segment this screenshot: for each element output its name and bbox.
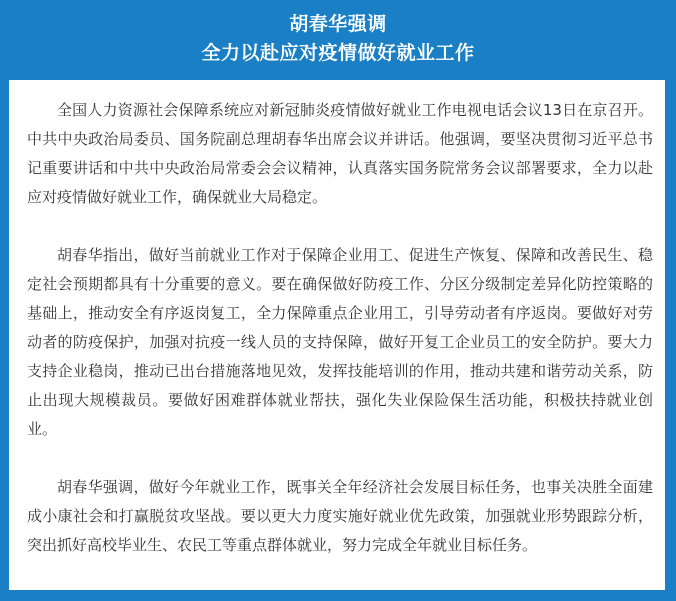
paragraph-3: 胡春华强调，做好今年就业工作，既事关全年经济社会发展目标任务，也事关决胜全面建成小康社会和打赢脱贫攻坚战。要以更大力度实施好就业优先政策，加强就业形势跟踪分析，突出抓好高校毕业生、农民工等重点群体就业，努力完成全年就业目标任务。 <box>27 478 653 554</box>
headline <box>0 0 676 78</box>
paragraph-1: 全国人力资源社会保障系统应对新冠肺炎疫情做好就业工作电视电话会议13日在京召开。中共中央政治局委员、国务院副总理胡春华出席会议并讲话。他强调，要坚决贯彻习近平总书记重要讲话和中共中央政治局常委会会议精神，认真落实国务院常务会议部署要求，全力以赴应对疫情做好就业工作，确保就业大局稳定。 <box>27 101 653 206</box>
headline-line-1: 胡春华强调 <box>289 13 387 35</box>
paragraph-2: 胡春华指出，做好当前就业工作对于保障企业用工、促进生产恢复、保障和改善民生、稳定社会预期都具有十分重要的意义。要在确保做好防疫工作、分区分级制定差异化防控策略的基础上，推动安全有序返岗复工，全力保障重点企业用工，引导劳动者有序返岗。要做好对劳动者的防疫保护，加强对抗疫一线人员的支持保障，做好开复工企业员工的安全防护。要大力支持企业稳岗，推动已出台措施落地见效，发挥技能培训的作用，推动共建和谐劳动关系，防止出现大规模裁员。要做好困难群体就业帮扶，强化失业保险保生活功能，积极扶持就业创业。 <box>27 246 653 438</box>
headline-line-2: 全力以赴应对疫情做好就业工作 <box>201 42 475 64</box>
article-body <box>9 80 665 590</box>
